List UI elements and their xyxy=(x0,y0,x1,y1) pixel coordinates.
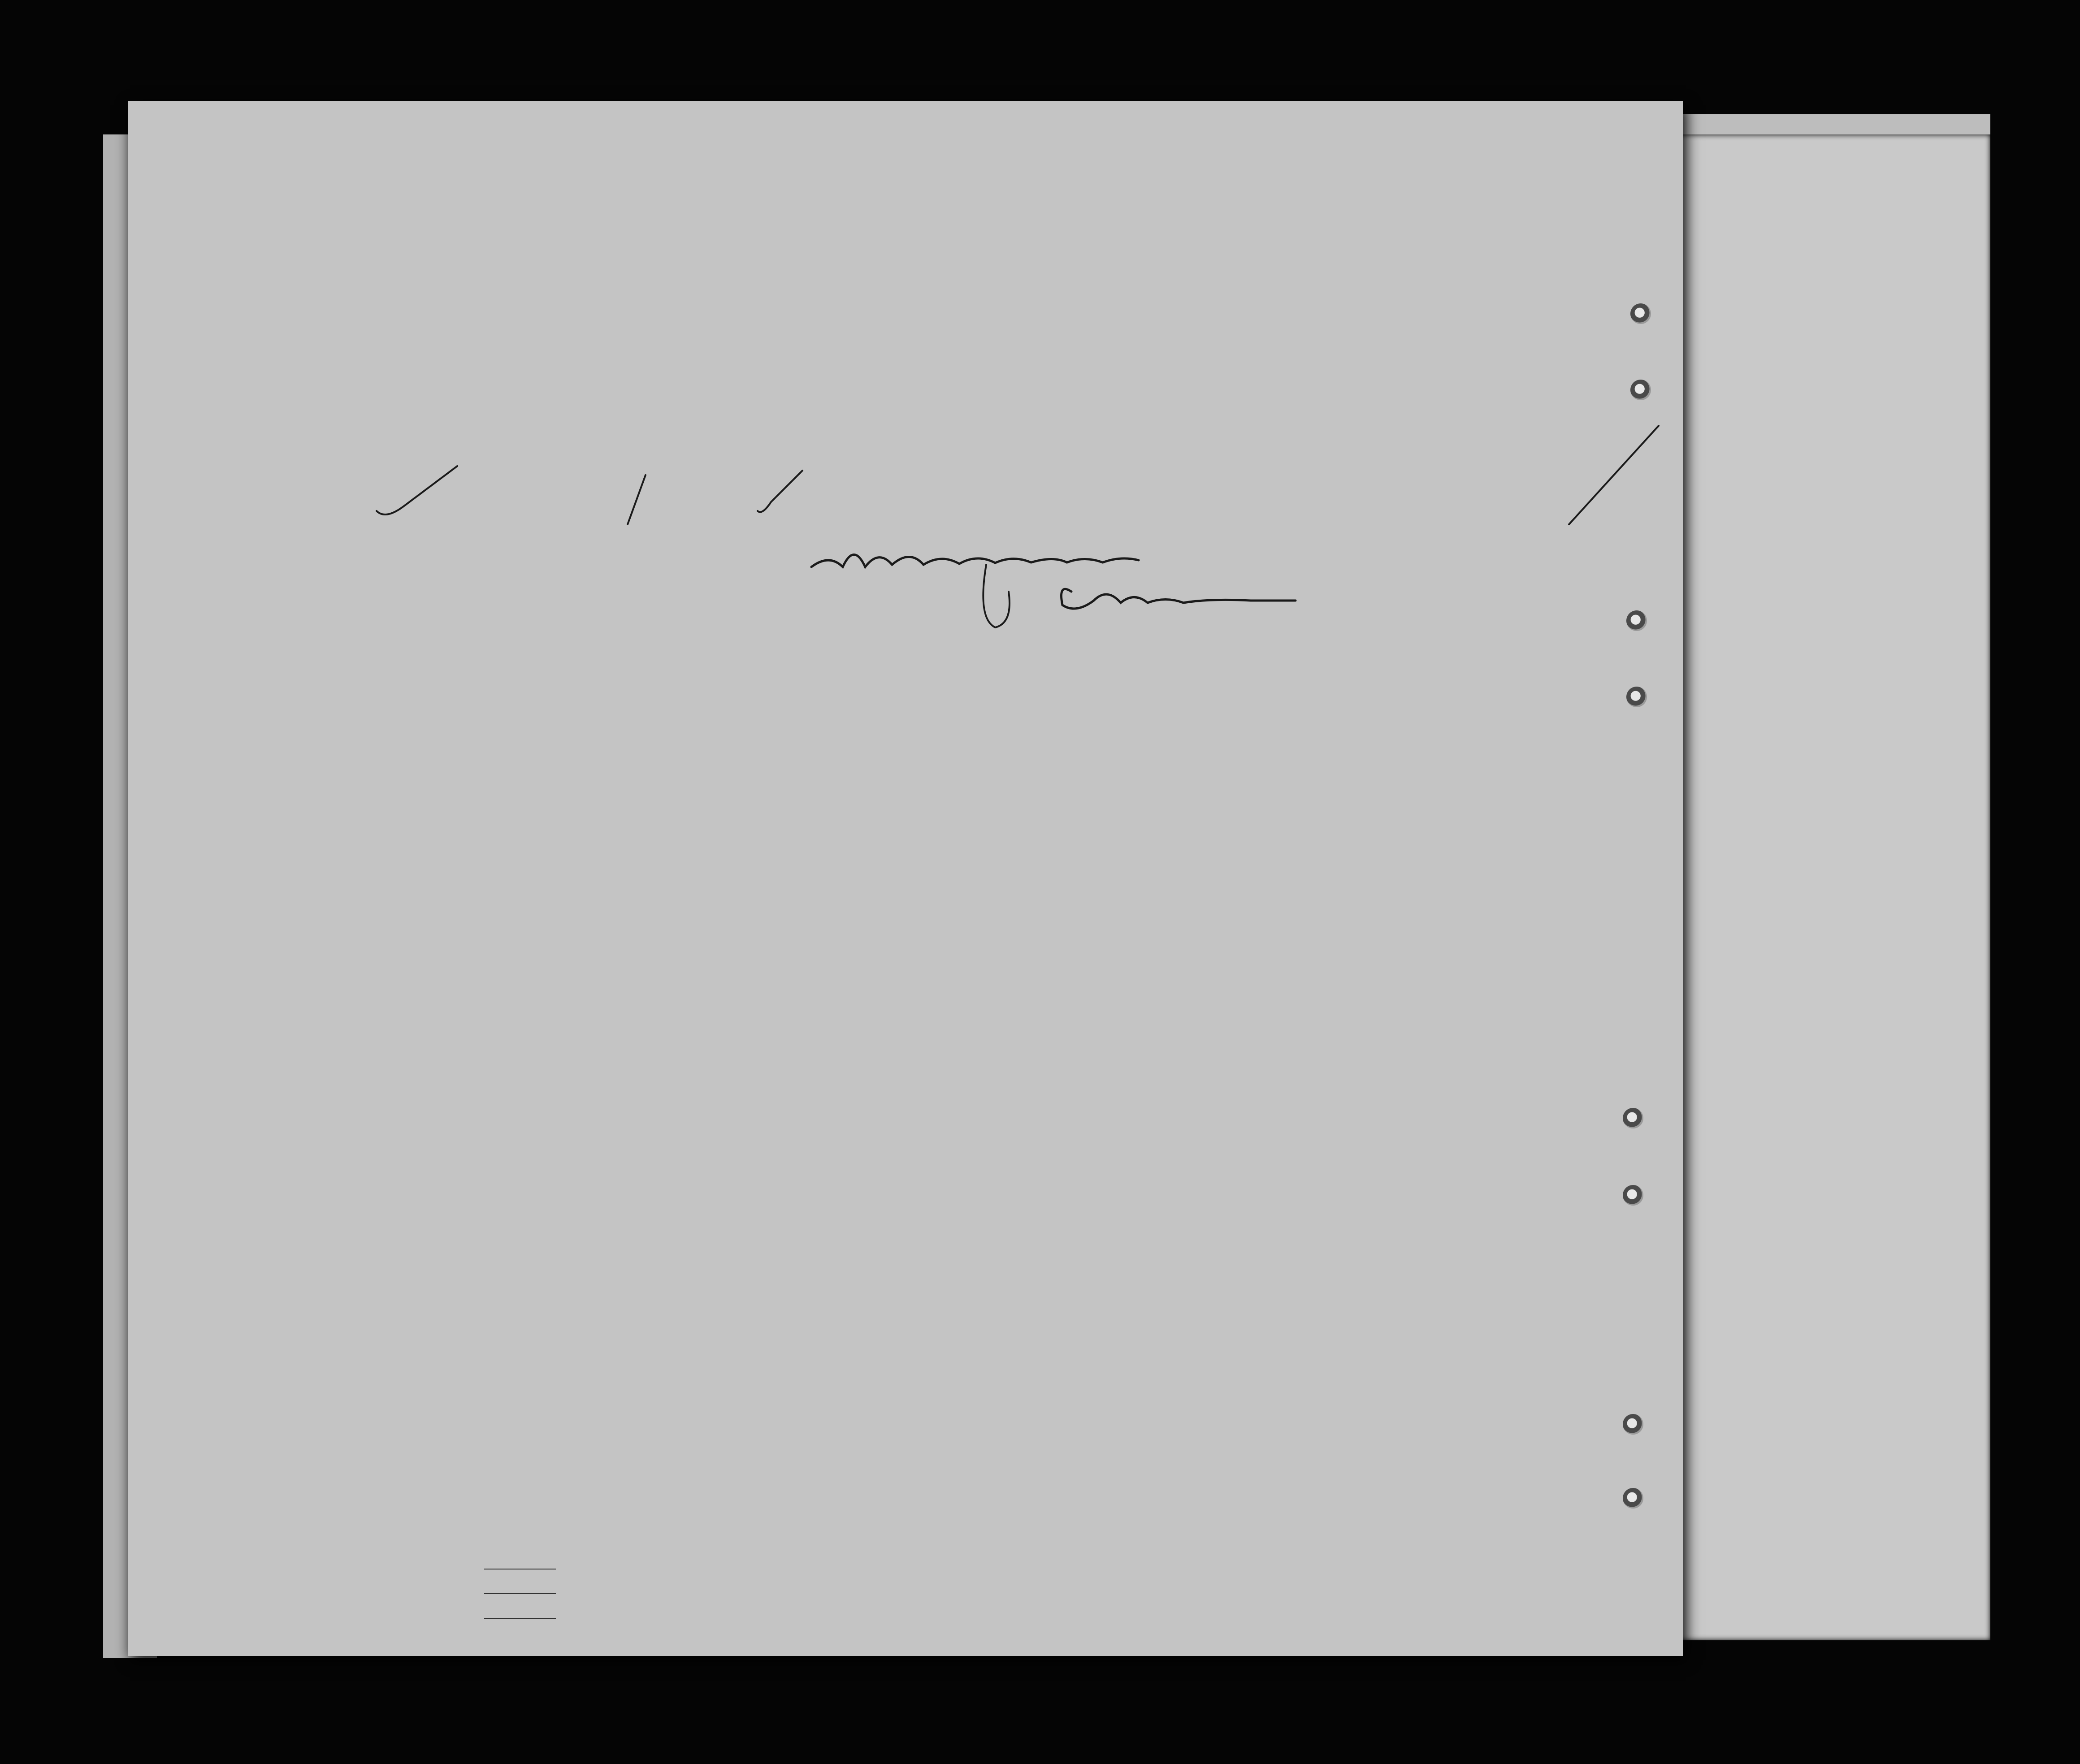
punch-hole xyxy=(1623,1414,1643,1435)
punch-hole xyxy=(1630,380,1651,400)
check-mark-name xyxy=(377,466,457,514)
punch-hole xyxy=(1623,1185,1643,1206)
check-mark-age xyxy=(628,475,646,524)
officer-signature xyxy=(811,555,1139,567)
punch-hole xyxy=(1626,610,1647,631)
punch-hole xyxy=(1623,1488,1643,1509)
punch-hole xyxy=(1623,1108,1643,1128)
punch-hole xyxy=(1630,303,1651,324)
citizens-line xyxy=(484,1593,556,1594)
check-mark-read xyxy=(758,471,802,512)
check-mark-destination xyxy=(1569,426,1659,524)
signature-flourish xyxy=(983,565,1010,627)
aliens-line xyxy=(484,1618,556,1619)
punch-hole xyxy=(1626,687,1647,707)
signature-second-line xyxy=(1062,589,1296,609)
